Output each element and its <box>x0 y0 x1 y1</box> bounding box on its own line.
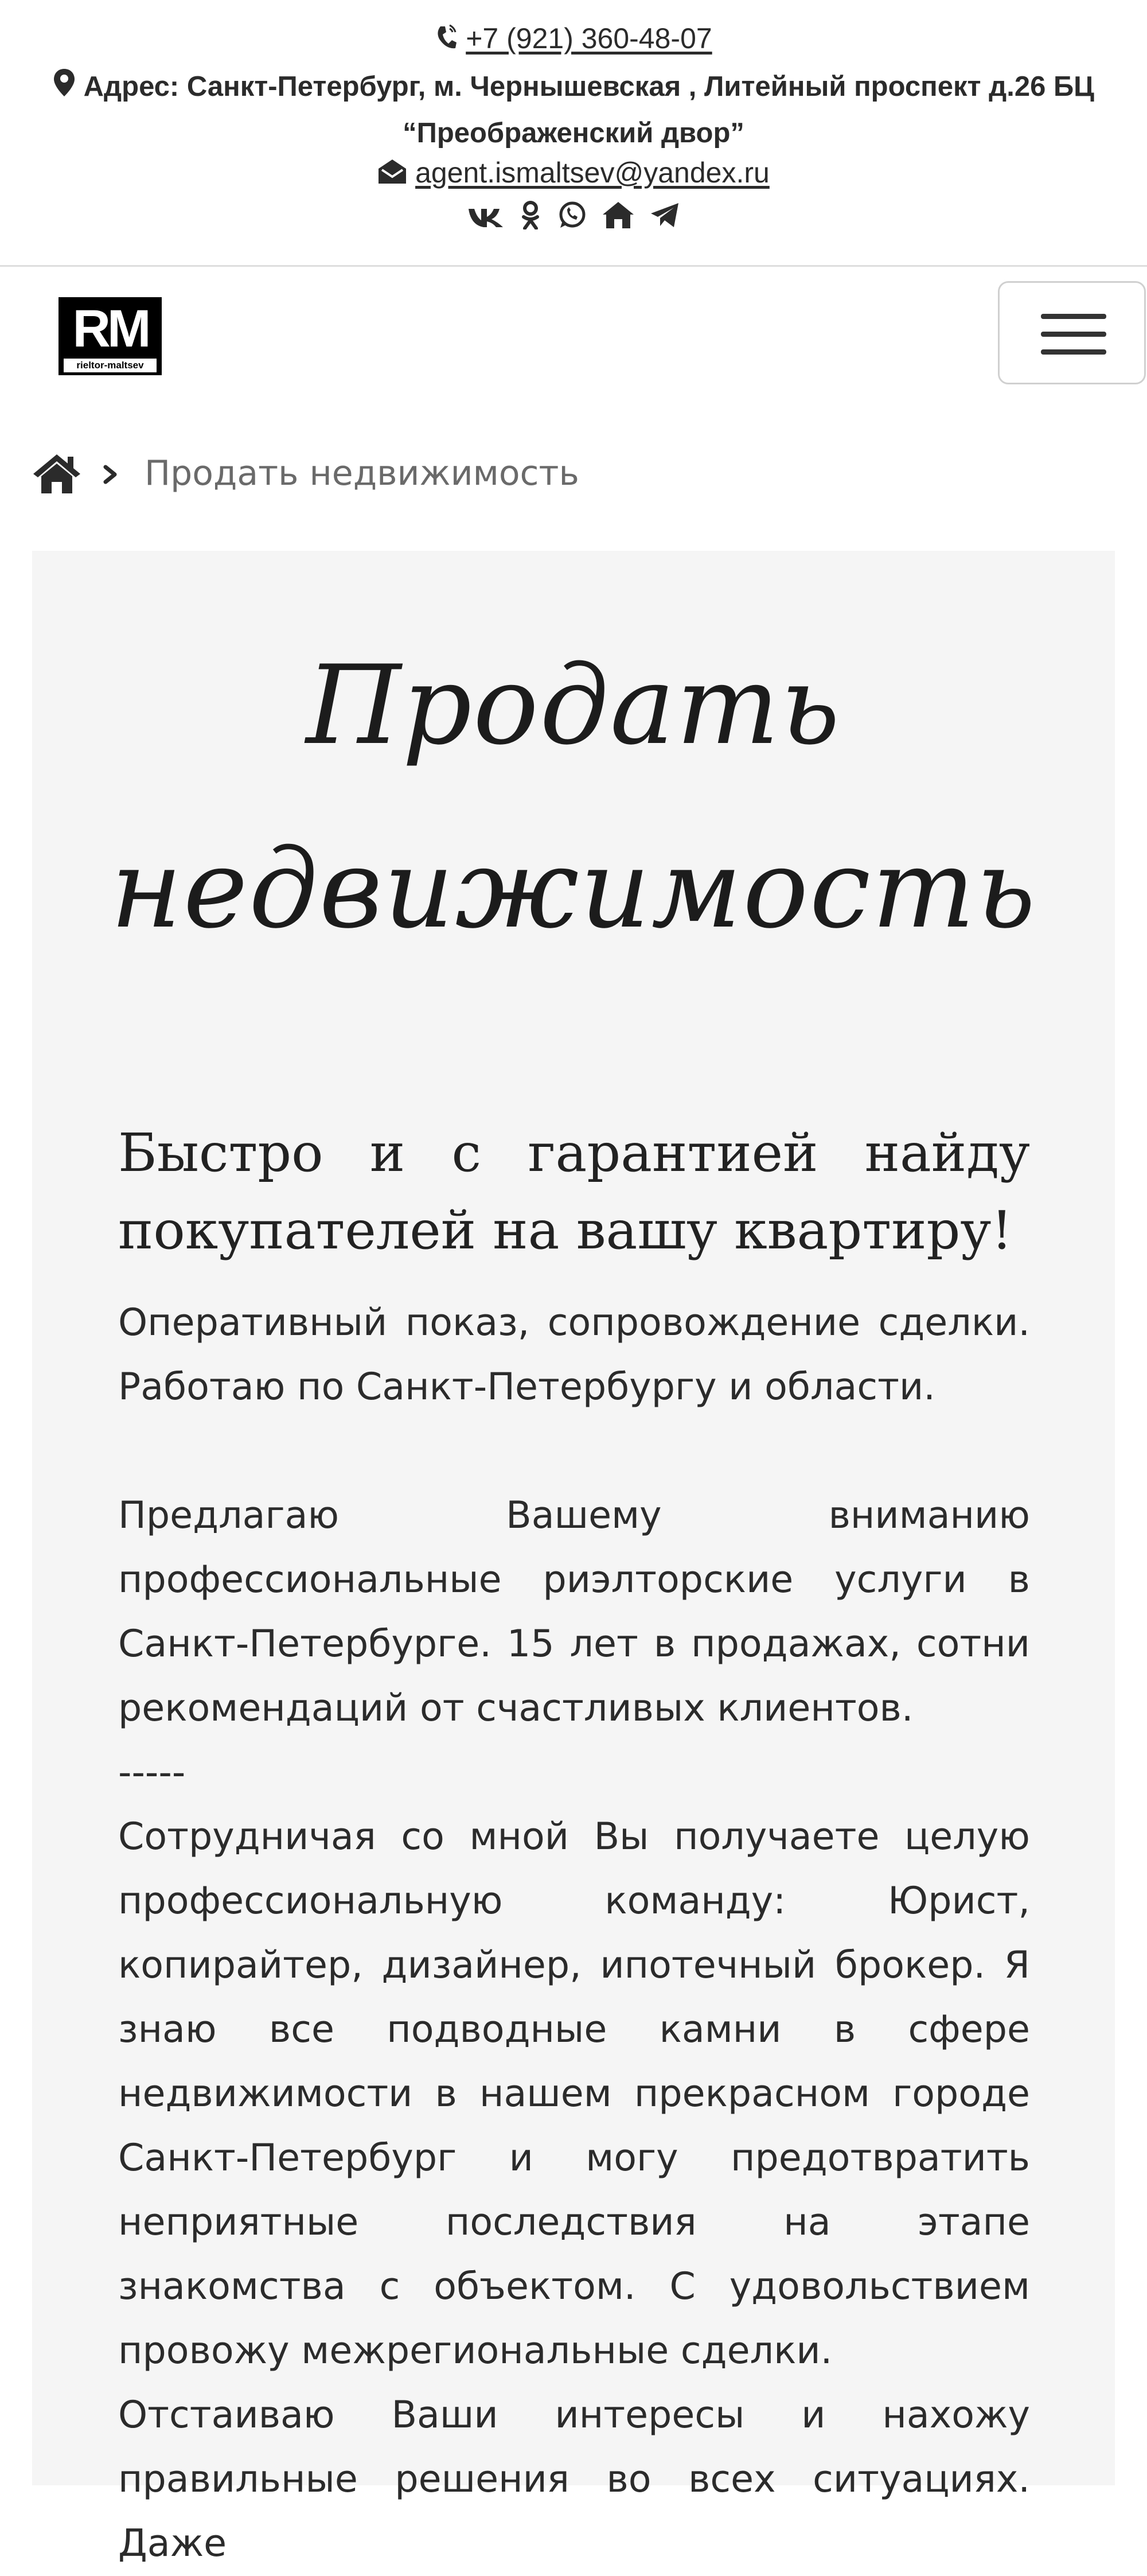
email-line <box>0 156 1147 192</box>
page-title <box>32 614 1115 981</box>
address-text: Адрес: Санкт-Петербург, м. Чернышевская , Литейный проспект д.26 БЦ “Преображенский двор” <box>83 71 1094 149</box>
phone-link[interactable]: +7 (921) 360-48-07 <box>466 22 712 55</box>
address-line <box>34 64 1113 155</box>
breadcrumb-current: Продать недвижимость <box>145 453 579 493</box>
team-paragraph: Сотрудничая со мной Вы получаете целую профессиональную команду: Юрист, копирайтер, дизайнер, ипотечный брокер. Я знаю все подводные камни в сфере недвижимости в нашем прекрасном городе Санкт-Петербург и могу предотвратить неприятные последствия на этапе знакомства с объектом. С удовольствием провожу межрегиональные сделки. <box>118 1815 1030 2372</box>
whatsapp-icon[interactable] <box>557 200 587 237</box>
vk-icon[interactable] <box>467 202 504 235</box>
phone-line <box>0 22 1147 59</box>
intro-paragraph: Оперативный показ, сопровождение сделки. Работаю по Санкт-Петербургу и области. <box>118 1301 1030 1408</box>
menu-toggle-button[interactable] <box>998 281 1146 384</box>
home-icon[interactable] <box>32 453 81 497</box>
page-title-line-2: недвижимость <box>110 826 1037 952</box>
home-icon[interactable] <box>602 201 635 236</box>
contact-bar <box>0 0 1147 267</box>
site-logo[interactable] <box>58 297 162 375</box>
phone-icon <box>435 23 458 59</box>
divider-text: ----- <box>118 1751 186 1794</box>
services-paragraph: Предлагаю Вашему вниманию профессиональные риэлторские услуги в Санкт-Петербурге. 15 лет в продажах, сотни рекомендаций от счастливых клиентов. <box>118 1494 1030 1730</box>
lead-heading: Быстро и с гарантией найду покупателей на вашу квартиру! <box>118 1122 1030 1261</box>
email-link[interactable]: agent.ismaltsev@yandex.ru <box>415 157 770 189</box>
map-marker-icon <box>53 66 76 111</box>
chevron-right-icon <box>102 465 119 487</box>
logo-caption: rieltor-maltsev <box>64 359 157 372</box>
hamburger-icon <box>1041 314 1106 319</box>
telegram-icon[interactable] <box>650 202 680 235</box>
social-links <box>0 200 1147 237</box>
content-card <box>32 551 1115 2565</box>
odnoklassniki-icon[interactable] <box>519 201 542 236</box>
logo-mark: RM <box>72 299 148 358</box>
page-title-line-1: Продать <box>306 642 841 769</box>
interests-paragraph: Отстаиваю Ваши интересы и нахожу правильные решения во всех ситуациях. Даже <box>118 2394 1030 2565</box>
envelope-icon <box>377 158 407 192</box>
